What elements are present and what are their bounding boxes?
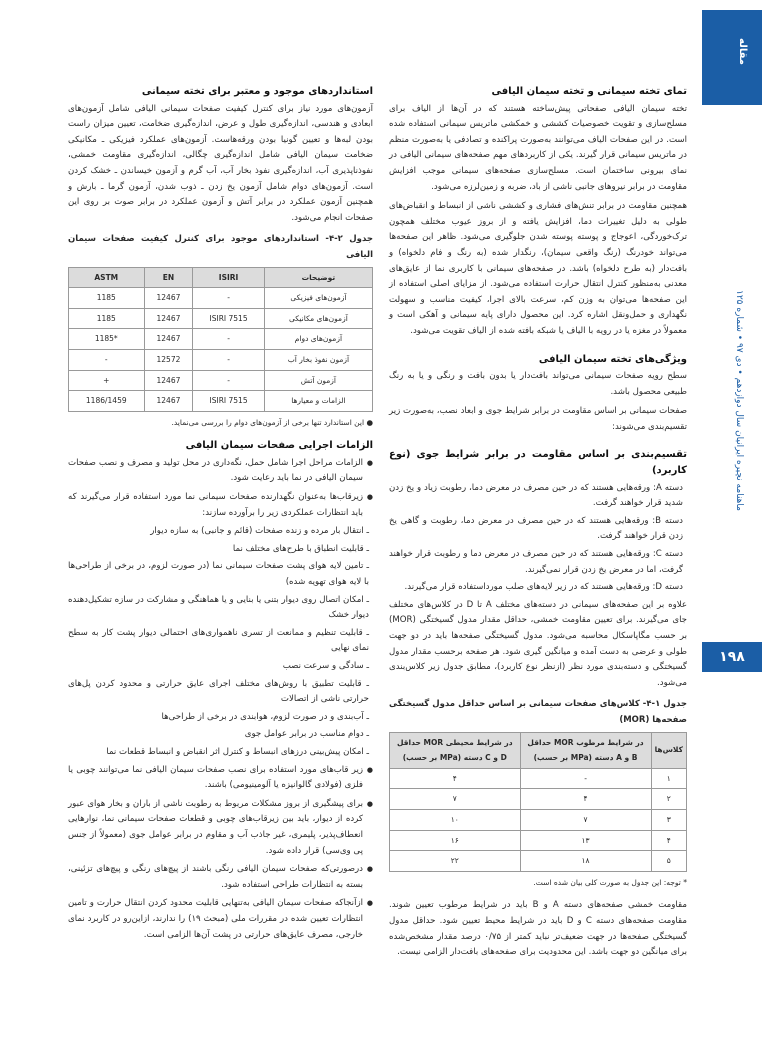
standards-table bbox=[68, 267, 373, 412]
table-cell: - bbox=[193, 370, 264, 391]
table-cell: - bbox=[193, 288, 264, 309]
table-cell: ۱ bbox=[651, 768, 686, 789]
table-row bbox=[69, 288, 373, 309]
table-cell: آزمون‌های فیزیکی bbox=[264, 288, 372, 309]
paragraph: علاوه بر این صفحه‌های سیمانی در دسته‌های مختلف A تا D در کلاس‌های مختلف جای می‌گیرند. برای تعیین مقاومت خمشی، حداقل مقدار مدول گسیختگی (MOR) بر حسب مگاپاسکال محاسبه می‌شود. مدول گسیختگی صفحه‌ها باید در دو جهت طولی و عرضی به دست آمده و میانگین گیری شود. هر صفحه برحسب مقدار مدول گسیختگی و دسته‌بندی مورد نظر (ازنظر نوع کاربرد)، مطابق جدول زیر کلاس‌بندی می‌شود. bbox=[389, 599, 687, 688]
table-cell: آزمون‌های مکانیکی bbox=[264, 308, 372, 329]
heading-classification: تقسیم‌بندی بر اساس مقاومت در برابر شرایط جوی (نوع کاربرد) bbox=[389, 449, 687, 477]
table-cell: 1185* bbox=[69, 329, 145, 350]
right-column bbox=[389, 84, 687, 965]
table-note: ● این استاندارد تنها برخی از آزمون‌های دوام را بررسی می‌نماید. bbox=[171, 417, 373, 427]
table-row bbox=[390, 789, 687, 810]
issue-info: ماهنامه نچیره ایرانیان سال دوازدهم • دی ۹۷ • شماره ۱۲۵ bbox=[734, 290, 744, 511]
table-cell: 12572 bbox=[144, 349, 193, 370]
sub-item: ـ سادگی و سرعت نصب bbox=[282, 661, 369, 671]
table-cell: 1185 bbox=[69, 308, 145, 329]
table-cell: - bbox=[69, 349, 145, 370]
table-cell: ۲۲ bbox=[390, 851, 521, 872]
table-cell: ۵ bbox=[651, 851, 686, 872]
table-cell: - bbox=[193, 329, 264, 350]
paragraph: آزمون‌های مورد نیاز برای کنترل کیفیت صفحات سیمانی الیافی شامل آزمون‌های ابعادی و هندسی، اندازه‌گیری طول و عرض، اندازه‌گیری ضخامت، تعیین میزان راست بودن لبه‌ها و تعیین گونیا بودن ورقه‌هاست. آزمون‌های عملکرد فیزیکی ـ مکانیکی ضخامت سیمان الیافی شامل اندازه‌گیری چگالی، اندازه‌گیری مقاومت خمشی، نفوذناپذیری آب، اندازه‌گیری نفوذ بخار آب، آب گرم و آزمون خیساندن ـ خشک کردن است. آزمون‌های دوام شامل آزمون یخ زدن ـ ذوب شدن، آزمون گرما ـ بارش و همچنین آزمون عملکرد در برابر آتش و آزمون عملکرد در برابر صوت بر روی این صفحات انجام می‌شود. bbox=[68, 103, 373, 223]
table-row bbox=[69, 349, 373, 370]
sub-item: ـ آب‌بندی و در صورت لزوم، هوابندی در برخی از طراحی‌ها bbox=[161, 711, 369, 722]
table-header-cell: توضیحات bbox=[264, 267, 372, 288]
table-row bbox=[390, 851, 687, 872]
section-tab bbox=[702, 10, 762, 105]
section-tab-label: مقاله bbox=[737, 38, 748, 65]
heading-features: ویژگی‌های تخته سیمان الیافی bbox=[538, 353, 687, 365]
table-cell: ISIRI 7515 bbox=[193, 391, 264, 412]
sub-item: ـ امکان اتصال روی دیوار بتنی یا بنایی و یا هماهنگی و مشارکت در سازه تشکیل‌دهنده دیوار خشک bbox=[68, 594, 369, 621]
list-item: ● درصورتی‌که صفحات سیمان الیافی رنگی باشند از پیچ‌های رنگی و پیچ‌های تزئینی، بسته به انتظارات طراحی استفاده شود. bbox=[68, 862, 363, 893]
list-item: دسته C: ورقه‌هایی هستند که در حین مصرف در معرض دما و رطوبت قرار خواهند گرفت، اما در معرض یخ زدن قرار نمی‌گیرند. bbox=[389, 549, 683, 575]
sub-item: ـ قابلیت انطباق با طرح‌های مختلف نما bbox=[232, 543, 369, 554]
table-cell: 12467 bbox=[144, 391, 193, 412]
table-cell: - bbox=[193, 349, 264, 370]
table-row bbox=[69, 308, 373, 329]
left-column bbox=[68, 84, 373, 946]
table-cell: ISIRI 7515 bbox=[193, 308, 264, 329]
table-cell: - bbox=[520, 768, 651, 789]
table-cell: ۲ bbox=[651, 789, 686, 810]
heading-cement-board: تمای تخته سیمانی و تخته سیمان الیافی bbox=[491, 86, 687, 97]
table-row bbox=[69, 329, 373, 350]
requirements-list bbox=[68, 456, 373, 521]
table-caption: جدول ۲-۴- استانداردهای موجود برای کنترل کیفیت صفحات سیمان الیافی bbox=[68, 234, 374, 260]
table-header-cell: EN bbox=[144, 267, 193, 288]
heading-requirements: الزامات اجرایی صفحات سیمان الیافی bbox=[185, 440, 373, 452]
heading-standards: استانداردهای موجود و معتبر برای تخته سیمانی bbox=[141, 86, 373, 97]
table-cell: آزمون‌های دوام bbox=[264, 329, 372, 350]
sub-item: ـ دوام مناسب در برابر عوامل جوی bbox=[244, 729, 369, 740]
table-cell: 12467 bbox=[144, 329, 193, 350]
table-cell: ۳ bbox=[651, 809, 686, 830]
table-row bbox=[69, 370, 373, 391]
list-item: ● زیرقاب‌ها به‌عنوان نگهدارنده صفحات سیمانی نما مورد استفاده قرار می‌گیرند که باید انتظارات عملکردی زیر را برآورده سازند: bbox=[68, 490, 363, 521]
table-cell: ۱۸ bbox=[520, 851, 651, 872]
requirements-list bbox=[68, 763, 373, 944]
table-row bbox=[390, 809, 687, 830]
table-cell: ۱۳ bbox=[520, 830, 651, 851]
list-item: دسته A: ورقه‌هایی هستند که در حین مصرف در معرض دما، رطوبت زیاد و یخ زدن شدید قرار خواهند گرفت. bbox=[389, 482, 684, 509]
table-note: * توجه: این جدول به صورت کلی بیان شده است. bbox=[533, 877, 687, 887]
table-cell: آزمون آتش bbox=[264, 370, 372, 391]
table-header-row bbox=[390, 732, 687, 768]
sub-item: ـ قابلیت تنظیم و ممانعت از تسری ناهمواری‌های احتمالی دیوار پشت کار به سطح نمای نهایی bbox=[68, 627, 369, 654]
table-cell: آزمون نفوذ بخار آب bbox=[264, 349, 372, 370]
table-cell: ۴ bbox=[390, 768, 521, 789]
table-cell: ۷ bbox=[520, 809, 651, 830]
paragraph: صفحات سیمانی بر اساس مقاومت در برابر شرایط جوی و ابعاد نصب، به‌صورت زیر تقسیم‌بندی می‌شوند: bbox=[389, 406, 687, 432]
mor-class-table bbox=[389, 732, 687, 872]
list-item: دسته B: ورقه‌هایی هستند که در حین مصرف در معرض دما، رطوبت و گاهی یخ زدن قرار خواهند گرفت. bbox=[389, 515, 683, 542]
table-cell: 1185 bbox=[69, 288, 145, 309]
paragraph: سطح رویه صفحات سیمانی می‌تواند بافت‌دار یا بدون بافت و رنگی و یا به رنگ طبیعی محصول باشد. bbox=[389, 371, 687, 397]
list-item: ● ازآنجاکه صفحات سیمان الیافی به‌تنهایی قابلیت محدود کردن انتقال حرارت و تامین انتظارات تعیین شده در مقررات ملی (مبحث ۱۹) را ندارند، ازاین‌رو در کاربرد نمای خارجی، مصرف عایق‌های حرارتی در پشت آن‌ها الزامی است. bbox=[68, 896, 363, 943]
paragraph: مقاومت خمشی صفحه‌های دسته A و B باید در شرایط مرطوب تعیین شوند. مقاومت صفحه‌های دسته C و D باید در شرایط محیط تعیین شود. حداقل مدول گسیختگی صفحه‌ها در جهت ضعیف‌تر نباید کمتر از ۰/۷۵ درصد مقدار مشخص‌شده برای میانگین دو جهت باشد. این محدودیت برای صفحه‌های بافت‌دار الزامی نیست. bbox=[389, 900, 687, 958]
table-header-cell: ISIRI bbox=[193, 267, 264, 288]
sub-item: ـ امکان پیش‌بینی درزهای انبساط و کنترل اثر انقباض و انبساط قطعات نما bbox=[106, 746, 369, 757]
paragraph: همچنین مقاومت در برابر تنش‌های فشاری و کششی ناشی از انبساط و انقباض‌های طولی به دلیل تغییرات دما، افزایش یافته و از بروز عیوب مختلف همچون ترک‌خوردگی، اعوجاج و پوسته پوسته شدن جلوگیری می‌شود. ظاهر این صفحه‌ها می‌تواند خودرنگ (رنگ واقعی سیمان)، رنگدار شده (به رنگ و فام دلخواه) و بافت‌دار (به طرح دلخواه) باشد. در صفحه‌های سیمانی با کاربری نما از عایق‌های معدنی به‌منظور کنترل انتقال حرارت استفاده می‌شود. از مزایای اصلی استفاده از این صفحه‌ها می‌توان به وزن کم، سرعت بالای اجرا، کیفیت مناسب و سهولت نگهداری و حمل‌ونقل اشاره کرد. این محصول دارای پایه سیمانی و آهکی است و معمولاً در مغزه یا در رویه با الیاف یا شبکه بافته شده از الیاف تقویت می‌شود. bbox=[389, 201, 687, 336]
table-cell: 12467 bbox=[144, 308, 193, 329]
list-item: ● زیر قاب‌های مورد استفاده برای نصب صفحات سیمان الیافی نما می‌توانند چوبی یا فلزی (فولادی گالوانیزه یا آلومینیومی) باشند. bbox=[68, 763, 363, 794]
table-row bbox=[390, 768, 687, 789]
table-cell: 1186/1459 bbox=[69, 391, 145, 412]
sub-item: ـ قابلیت تطبیق با روش‌های مختلف اجرای عایق حرارتی و محدود کردن پل‌های حرارتی ناشی از اتصالات bbox=[68, 678, 369, 705]
table-cell: + bbox=[69, 370, 145, 391]
table-header-cell: کلاس‌ها bbox=[651, 732, 686, 768]
table-cell: ۱۰ bbox=[390, 809, 521, 830]
table-cell: ۴ bbox=[520, 789, 651, 810]
list-item: ● الزامات مراحل اجرا شامل حمل، نگه‌داری در محل تولید و مصرف و نصب صفحات سیمان الیافی در نما باید رعایت شود. bbox=[68, 456, 363, 487]
list-item: ● برای پیشگیری از بروز مشکلات مربوط به رطوبت ناشی از باران و بخار هوای عبور کرده از دیوار، باید بین زیرقاب‌های چوبی و قطعات صفحات سیمانی نما، نوارهایی انعطاف‌پذیر، پلیمری، غیر جاذب آب و مقاوم در برابر عوامل جوی (معمولاً از جنس پی وی‌سی) قرار داده شود. bbox=[68, 797, 363, 859]
page-number: ۱۹۸ bbox=[702, 642, 762, 672]
table-row bbox=[69, 391, 373, 412]
table-cell: ۴ bbox=[651, 830, 686, 851]
table-row bbox=[390, 830, 687, 851]
table-cell: 12467 bbox=[144, 370, 193, 391]
table-cell: ۱۶ bbox=[390, 830, 521, 851]
sub-item: ـ انتقال بار مرده و زنده صفحات (قائم و جانبی) به سازه دیوار bbox=[150, 526, 369, 537]
table-header-cell: حداقل MOR در شرایط محیطی (بر حسب MPa) دسته C و D bbox=[390, 732, 521, 768]
sub-item: ـ تامین لایه هوای پشت صفحات سیمانی نما (در صورت لزوم، در برخی از طراحی‌ها با لایه هوای تهویه شده) bbox=[68, 561, 369, 588]
table-cell: 12467 bbox=[144, 288, 193, 309]
table-cell: ۷ bbox=[390, 789, 521, 810]
table-header-cell: حداقل MOR در شرایط مرطوب (بر حسب MPa) دسته A و B bbox=[520, 732, 651, 768]
paragraph: تخته سیمان الیافی صفحاتی پیش‌ساخته هستند که در آن‌ها از الیاف برای مسلح‌سازی و تقویت خصوصیات کششی و خمکشی ماتریس سیمانی استفاده شده است. در این صفحات الیاف می‌توانند به‌صورت پراکنده و تصادفی یا به‌صورت منظم در ماتریس سیمانی قرار گیرند. یکی از کاربردهای مهم صفحه‌های سیمانی الیافی در نمای بیرونی ساختمان است. مسلح‌سازی صفحه‌های سیمانی موجب افزایش مقاومت در برابر نیروهای جانبی ناشی از باد، ضربه و زمین‌لرزه می‌شود. bbox=[389, 103, 687, 192]
table-header-row bbox=[69, 267, 373, 288]
table-caption: جدول ۱-۴- کلاس‌های صفحات سیمانی بر اساس حداقل مدول گسیختگی صفحه‌ها (MOR) bbox=[389, 699, 687, 725]
table-cell: الزامات و معیارها bbox=[264, 391, 372, 412]
list-item: دسته D: ورقه‌هایی هستند که در زیر لایه‌های صلب مورداستفاده قرار می‌گیرند. bbox=[404, 582, 683, 593]
table-header-cell: ASTM bbox=[69, 267, 145, 288]
